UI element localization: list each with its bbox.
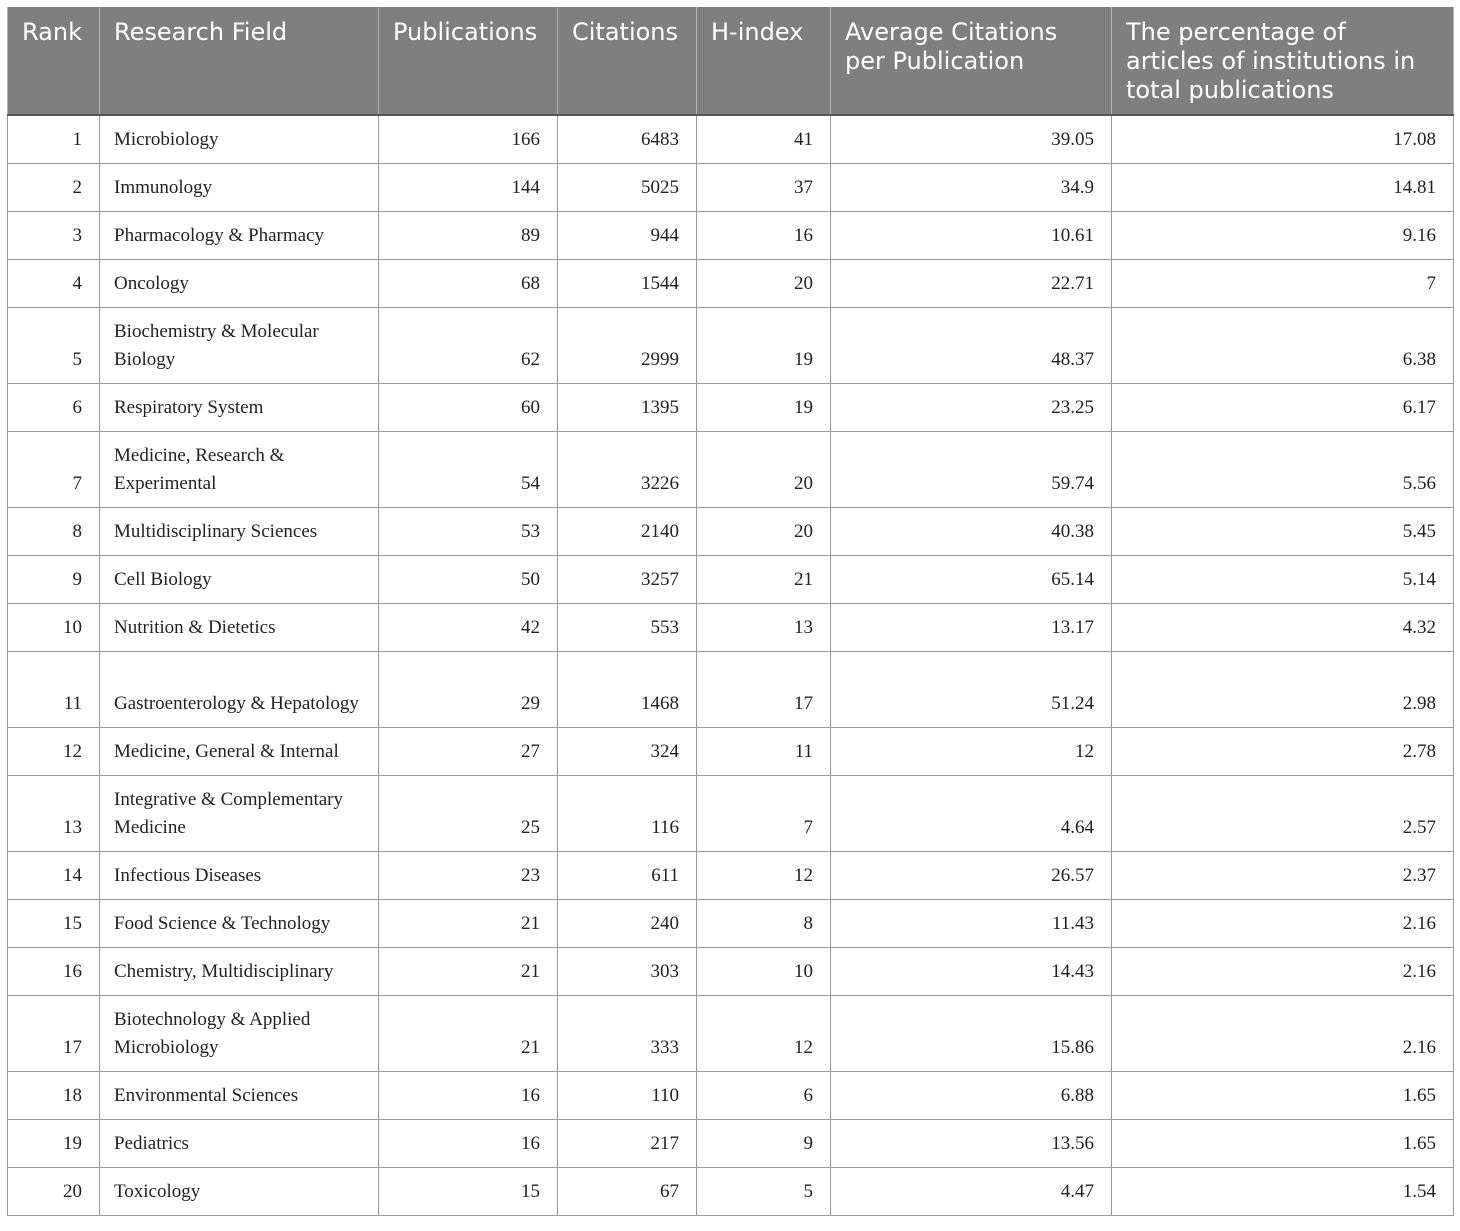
- cell-research-field: Multidisciplinary Sciences: [100, 507, 379, 555]
- cell-research-field: Biotechnology & Applied Microbiology: [100, 995, 379, 1071]
- cell-research-field: Pediatrics: [100, 1119, 379, 1167]
- cell-h-index: 11: [697, 727, 831, 775]
- cell-h-index: 12: [697, 851, 831, 899]
- cell-publications: 68: [379, 259, 558, 307]
- cell-h-index: 41: [697, 115, 831, 163]
- cell-citations: 5025: [558, 163, 697, 211]
- cell-research-field: Gastroenterology & Hepatology: [100, 651, 379, 727]
- cell-publications: 21: [379, 899, 558, 947]
- cell-h-index: 20: [697, 507, 831, 555]
- cell-average-citations: 23.25: [831, 383, 1112, 431]
- cell-research-field: Environmental Sciences: [100, 1071, 379, 1119]
- table-row: [8, 163, 1454, 211]
- table-row: [8, 603, 1454, 651]
- cell-rank: 14: [8, 851, 100, 899]
- cell-rank: 1: [8, 115, 100, 163]
- cell-citations: 3257: [558, 555, 697, 603]
- cell-rank: 3: [8, 211, 100, 259]
- table-row: [8, 259, 1454, 307]
- cell-rank: 5: [8, 307, 100, 383]
- cell-percentage: 2.37: [1112, 851, 1454, 899]
- header-rank: Rank: [8, 7, 100, 115]
- cell-rank: 16: [8, 947, 100, 995]
- cell-percentage: 14.81: [1112, 163, 1454, 211]
- header-row: [8, 7, 1454, 115]
- cell-research-field: Biochemistry & Molecular Biology: [100, 307, 379, 383]
- cell-publications: 21: [379, 947, 558, 995]
- cell-publications: 21: [379, 995, 558, 1071]
- cell-citations: 303: [558, 947, 697, 995]
- cell-average-citations: 59.74: [831, 431, 1112, 507]
- cell-percentage: 5.56: [1112, 431, 1454, 507]
- cell-percentage: 1.65: [1112, 1071, 1454, 1119]
- cell-publications: 25: [379, 775, 558, 851]
- cell-rank: 17: [8, 995, 100, 1071]
- header-average-citations: Average Citations per Publication: [831, 7, 1112, 115]
- cell-percentage: 2.16: [1112, 899, 1454, 947]
- table-row: [8, 115, 1454, 163]
- cell-citations: 116: [558, 775, 697, 851]
- cell-citations: 217: [558, 1119, 697, 1167]
- cell-h-index: 17: [697, 651, 831, 727]
- cell-citations: 1468: [558, 651, 697, 727]
- table-row: [8, 307, 1454, 383]
- cell-h-index: 12: [697, 995, 831, 1071]
- cell-percentage: 4.32: [1112, 603, 1454, 651]
- cell-publications: 16: [379, 1119, 558, 1167]
- cell-h-index: 7: [697, 775, 831, 851]
- cell-citations: 6483: [558, 115, 697, 163]
- cell-citations: 240: [558, 899, 697, 947]
- cell-percentage: 1.65: [1112, 1119, 1454, 1167]
- cell-percentage: 5.45: [1112, 507, 1454, 555]
- cell-research-field: Infectious Diseases: [100, 851, 379, 899]
- table-row: [8, 651, 1454, 727]
- cell-rank: 2: [8, 163, 100, 211]
- cell-average-citations: 65.14: [831, 555, 1112, 603]
- cell-h-index: 20: [697, 431, 831, 507]
- table-row: [8, 899, 1454, 947]
- cell-average-citations: 4.47: [831, 1167, 1112, 1215]
- cell-h-index: 5: [697, 1167, 831, 1215]
- cell-rank: 10: [8, 603, 100, 651]
- table-row: [8, 1167, 1454, 1215]
- cell-publications: 53: [379, 507, 558, 555]
- research-fields-table: [7, 7, 1454, 1216]
- cell-publications: 50: [379, 555, 558, 603]
- cell-average-citations: 40.38: [831, 507, 1112, 555]
- cell-rank: 4: [8, 259, 100, 307]
- cell-average-citations: 4.64: [831, 775, 1112, 851]
- cell-research-field: Food Science & Technology: [100, 899, 379, 947]
- cell-percentage: 5.14: [1112, 555, 1454, 603]
- table-row: [8, 727, 1454, 775]
- header-h-index: H-index: [697, 7, 831, 115]
- cell-publications: 89: [379, 211, 558, 259]
- cell-citations: 2999: [558, 307, 697, 383]
- cell-publications: 166: [379, 115, 558, 163]
- cell-h-index: 20: [697, 259, 831, 307]
- cell-citations: 324: [558, 727, 697, 775]
- cell-average-citations: 12: [831, 727, 1112, 775]
- cell-research-field: Respiratory System: [100, 383, 379, 431]
- table-row: [8, 1119, 1454, 1167]
- cell-publications: 16: [379, 1071, 558, 1119]
- cell-percentage: 2.57: [1112, 775, 1454, 851]
- cell-percentage: 2.98: [1112, 651, 1454, 727]
- cell-percentage: 1.54: [1112, 1167, 1454, 1215]
- cell-average-citations: 26.57: [831, 851, 1112, 899]
- header-percentage-of-articles: The percentage of articles of institutions in total publications: [1112, 7, 1454, 115]
- cell-research-field: Oncology: [100, 259, 379, 307]
- table-row: [8, 1071, 1454, 1119]
- cell-publications: 144: [379, 163, 558, 211]
- cell-average-citations: 15.86: [831, 995, 1112, 1071]
- cell-citations: 333: [558, 995, 697, 1071]
- cell-rank: 12: [8, 727, 100, 775]
- cell-research-field: Microbiology: [100, 115, 379, 163]
- table-row: [8, 775, 1454, 851]
- cell-average-citations: 13.56: [831, 1119, 1112, 1167]
- cell-citations: 110: [558, 1071, 697, 1119]
- header-citations: Citations: [558, 7, 697, 115]
- cell-percentage: 17.08: [1112, 115, 1454, 163]
- cell-rank: 11: [8, 651, 100, 727]
- cell-percentage: 9.16: [1112, 211, 1454, 259]
- cell-h-index: 9: [697, 1119, 831, 1167]
- cell-citations: 1544: [558, 259, 697, 307]
- cell-publications: 62: [379, 307, 558, 383]
- cell-average-citations: 48.37: [831, 307, 1112, 383]
- cell-h-index: 10: [697, 947, 831, 995]
- cell-percentage: 7: [1112, 259, 1454, 307]
- cell-percentage: 6.17: [1112, 383, 1454, 431]
- cell-average-citations: 14.43: [831, 947, 1112, 995]
- cell-h-index: 37: [697, 163, 831, 211]
- header-publications: Publications: [379, 7, 558, 115]
- header-research-field: Research Field: [100, 7, 379, 115]
- cell-publications: 54: [379, 431, 558, 507]
- cell-publications: 29: [379, 651, 558, 727]
- cell-percentage: 2.16: [1112, 947, 1454, 995]
- cell-research-field: Cell Biology: [100, 555, 379, 603]
- cell-rank: 9: [8, 555, 100, 603]
- cell-rank: 7: [8, 431, 100, 507]
- cell-average-citations: 51.24: [831, 651, 1112, 727]
- cell-average-citations: 34.9: [831, 163, 1112, 211]
- cell-citations: 611: [558, 851, 697, 899]
- cell-rank: 18: [8, 1071, 100, 1119]
- table-row: [8, 431, 1454, 507]
- cell-publications: 27: [379, 727, 558, 775]
- cell-average-citations: 10.61: [831, 211, 1112, 259]
- cell-citations: 2140: [558, 507, 697, 555]
- cell-citations: 3226: [558, 431, 697, 507]
- cell-average-citations: 6.88: [831, 1071, 1112, 1119]
- cell-citations: 67: [558, 1167, 697, 1215]
- cell-h-index: 13: [697, 603, 831, 651]
- cell-average-citations: 11.43: [831, 899, 1112, 947]
- cell-average-citations: 22.71: [831, 259, 1112, 307]
- cell-rank: 13: [8, 775, 100, 851]
- cell-research-field: Immunology: [100, 163, 379, 211]
- cell-publications: 23: [379, 851, 558, 899]
- table-row: [8, 507, 1454, 555]
- cell-citations: 1395: [558, 383, 697, 431]
- cell-research-field: Medicine, Research & Experimental: [100, 431, 379, 507]
- table-row: [8, 947, 1454, 995]
- cell-average-citations: 13.17: [831, 603, 1112, 651]
- table-row: [8, 383, 1454, 431]
- cell-research-field: Medicine, General & Internal: [100, 727, 379, 775]
- table-row: [8, 995, 1454, 1071]
- cell-percentage: 6.38: [1112, 307, 1454, 383]
- cell-rank: 8: [8, 507, 100, 555]
- table-header: [8, 7, 1454, 115]
- cell-rank: 6: [8, 383, 100, 431]
- cell-h-index: 19: [697, 383, 831, 431]
- cell-research-field: Integrative & Complementary Medicine: [100, 775, 379, 851]
- cell-research-field: Chemistry, Multidisciplinary: [100, 947, 379, 995]
- cell-h-index: 8: [697, 899, 831, 947]
- cell-publications: 15: [379, 1167, 558, 1215]
- cell-research-field: Toxicology: [100, 1167, 379, 1215]
- cell-percentage: 2.78: [1112, 727, 1454, 775]
- cell-publications: 42: [379, 603, 558, 651]
- table-row: [8, 555, 1454, 603]
- cell-citations: 553: [558, 603, 697, 651]
- cell-research-field: Nutrition & Dietetics: [100, 603, 379, 651]
- cell-percentage: 2.16: [1112, 995, 1454, 1071]
- cell-average-citations: 39.05: [831, 115, 1112, 163]
- cell-rank: 20: [8, 1167, 100, 1215]
- table-body: [8, 115, 1454, 1215]
- cell-research-field: Pharmacology & Pharmacy: [100, 211, 379, 259]
- cell-h-index: 16: [697, 211, 831, 259]
- cell-h-index: 6: [697, 1071, 831, 1119]
- cell-h-index: 19: [697, 307, 831, 383]
- table-row: [8, 851, 1454, 899]
- cell-h-index: 21: [697, 555, 831, 603]
- cell-rank: 19: [8, 1119, 100, 1167]
- table-row: [8, 211, 1454, 259]
- cell-publications: 60: [379, 383, 558, 431]
- cell-citations: 944: [558, 211, 697, 259]
- cell-rank: 15: [8, 899, 100, 947]
